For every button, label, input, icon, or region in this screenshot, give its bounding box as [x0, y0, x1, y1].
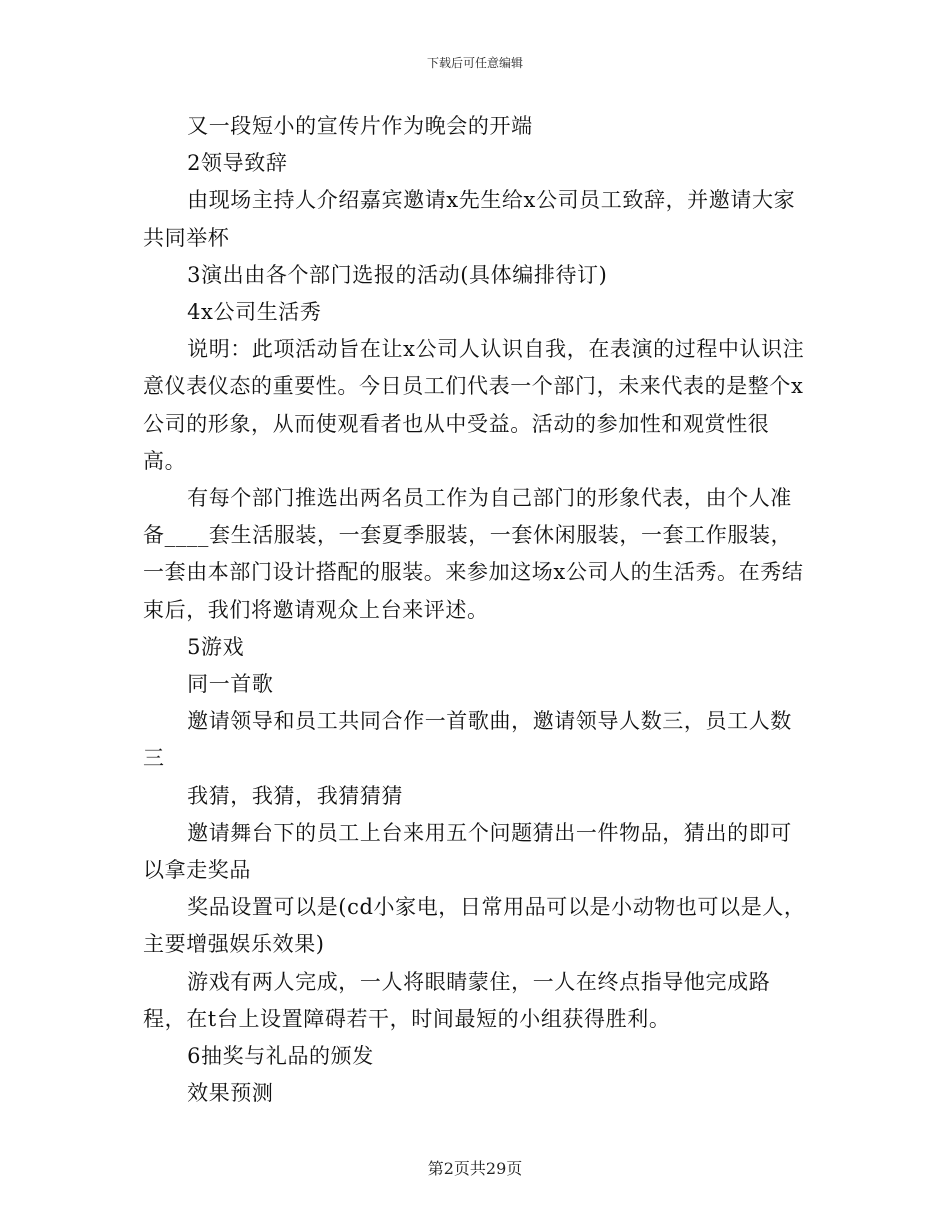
paragraph: 邀请舞台下的员工上台来用五个问题猜出一件物品，猜出的即可以拿走奖品 — [143, 820, 792, 883]
paragraph: 说明：此项活动旨在让x公司人认识自我，在表演的过程中认识注意仪表仪态的重要性。今日员工们代表一个部门，未来代表的是整个x公司的形象，从而使观看者也从中受益。活动的参加性和观赏性很高。 — [143, 337, 805, 473]
paragraph: 有每个部门推选出两名员工作为自己部门的形象代表，由个人准备____套生活服装，一套夏季服装，一套休闲服装，一套工作服装，一套由本部门设计搭配的服装。来参加这场x公司人的生活秀。在秀结束后，我们将邀请观众上台来评述。 — [143, 486, 804, 622]
paragraph: 同一首歌 — [187, 672, 274, 697]
paragraph: 5游戏 — [187, 634, 245, 659]
paragraph: 由现场主持人介绍嘉宾邀请x先生给x公司员工致辞，并邀请大家共同举杯 — [143, 188, 796, 250]
paragraph: 2领导致辞 — [187, 151, 288, 176]
paragraph: 邀请领导和员工共同合作一首歌曲，邀请领导人数三，员工人数三 — [143, 709, 792, 771]
page-number: 第2页共29页 — [427, 1159, 523, 1178]
paragraph: 又一段短小的宣传片作为晚会的开端 — [187, 114, 533, 138]
paragraph: 我猜，我猜，我猜猜猜 — [187, 783, 404, 808]
page-header-note: 下载后可任意编辑 — [426, 56, 523, 70]
document-body — [143, 108, 808, 1112]
paragraph: 游戏有两人完成，一人将眼睛蒙住，一人在终点指导他完成路程，在t台上设置障碍若干，时间最短的小组获得胜利。 — [143, 969, 771, 1031]
paragraph: 3演出由各个部门选报的活动(具体编排待订) — [187, 262, 608, 287]
paragraph: 6抽奖与礼品的颁发 — [187, 1044, 374, 1069]
paragraph: 奖品设置可以是(cd小家电，日常用品可以是小动物也可以是人，主要增强娱乐效果) — [143, 895, 806, 957]
paragraph: 4x公司生活秀 — [187, 300, 322, 325]
paragraph: 效果预测 — [187, 1081, 274, 1106]
